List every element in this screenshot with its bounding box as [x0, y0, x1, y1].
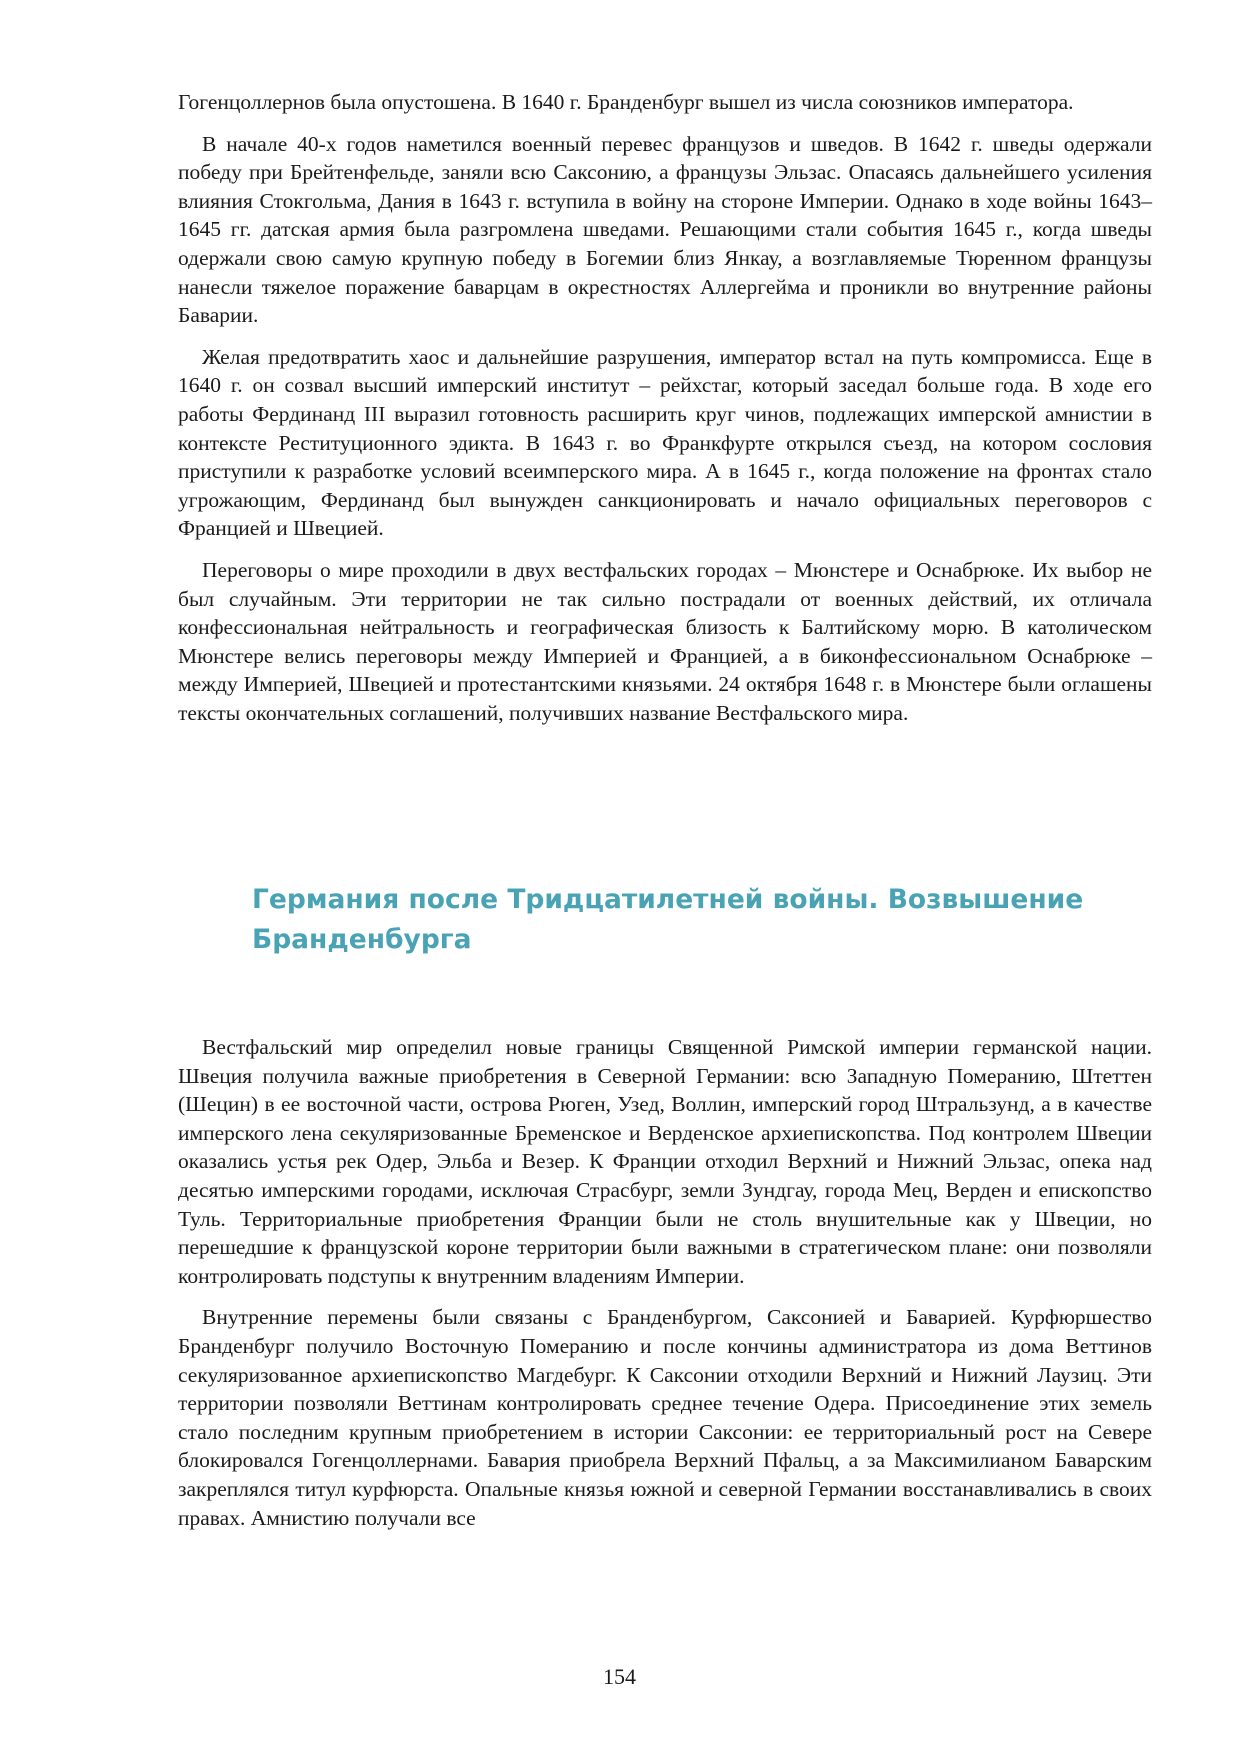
- paragraph: Вестфальский мир определил новые границы Священной Римской империи германской нации. Швеция получила важные приобретения в Северной Германии: всю Западную Померанию, Штеттен (Шецин) в ее восточной части, острова Рюген, Узед, Воллин, имперский город Штральзунд, а в качестве имперского лена секуляризованные Бременское и Верденское архиепископства. Под контролем Швеции оказались устья рек Одер, Эльба и Везер. К Франции отходил Верхний и Нижний Эльзас, опека над десятью имперскими городами, исключая Страсбург, земли Зундгау, города Мец, Верден и епископство Туль. Территориальные приобретения Франции были не столь внушительные как у Швеции, но перешедшие к французской короне территории были важными в стратегическом плане: они позволяли контролировать подступы к внутренним владениям Империи.: [178, 1035, 1152, 1288]
- page-number: 154: [603, 1664, 636, 1689]
- paragraph: Гогенцоллернов была опустошена. В 1640 г. Бранденбург вышел из числа союзников императора.: [178, 90, 1074, 114]
- top-text-block: [178, 88, 1152, 740]
- section-heading: Германия после Тридцатилетней войны. Возвышение Бранденбурга: [252, 884, 1084, 955]
- paragraph: В начале 40-х годов наметился военный перевес французов и шведов. В 1642 г. шведы одержали победу при Брейтенфельде, заняли всю Саксонию, а французы Эльзас. Опасаясь дальнейшего усиления влияния Стокгольма, Дания в 1643 г. вступила в войну на стороне Империи. Однако в ходе войны 1643–1645 гг. датская армия была разгромлена шведами. Решающими стали события 1645 г., когда шведы одержали свою самую крупную победу в Богемии близ Янкау, а возглавляемые Тюренном французы нанесли тяжелое поражение баварцам в окрестностях Аллергейма и проникли во внутренние районы Баварии.: [178, 131, 1152, 328]
- paragraph: Переговоры о мире проходили в двух вестфальских городах – Мюнстере и Оснабрюке. Их выбор не был случайным. Эти территории не так сильно пострадали от военных действий, их отличала конфессиональная нейтральность и географическая близость к Балтийскому морю. В католическом Мюнстере велись переговоры между Империей и Францией, а в биконфессиональном Оснабрюке – между Империей, Швецией и протестантскими князьями. 24 октября 1648 г. в Мюнстере были оглашены тексты окончательных соглашений, получивших название Вестфальского мира.: [178, 557, 1152, 725]
- bottom-text-block: [178, 1033, 1152, 1545]
- paragraph: Внутренние перемены были связаны с Бранденбургом, Саксонией и Баварией. Курфюршество Бранденбург получило Восточную Померанию и после кончины администратора из дома Веттинов секуляризованное архиепископство Магдебург. К Саксонии отходили Верхний и Нижний Лаузиц. Эти территории позволяли Веттинам контролировать среднее течение Одера. Присоединение этих земель стало последним крупным приобретением в истории Саксонии: ее территориальный рост на Севере блокировался Гогенцоллернами. Бавария приобрела Верхний Пфальц, а за Максимилианом Баварским закреплялся титул курфюрста. Опальные князья южной и северной Германии восстанавливались в своих правах. Амнистию получали все: [178, 1305, 1152, 1530]
- paragraph: Желая предотвратить хаос и дальнейшие разрушения, император встал на путь компромисса. Еще в 1640 г. он созвал высший имперский институт – рейхстаг, который заседал больше года. В ходе его работы Фердинанд III выразил готовность расширить круг чинов, подлежащих имперской амнистии в контексте Реституционного эдикта. В 1643 г. во Франкфурте открылся съезд, на котором сословия приступили к разработке условий всеимперского мира. А в 1645 г., когда положение на фронтах стало угрожающим, Фердинанд был вынужден санкционировать и начало официальных переговоров с Францией и Швецией.: [178, 344, 1152, 541]
